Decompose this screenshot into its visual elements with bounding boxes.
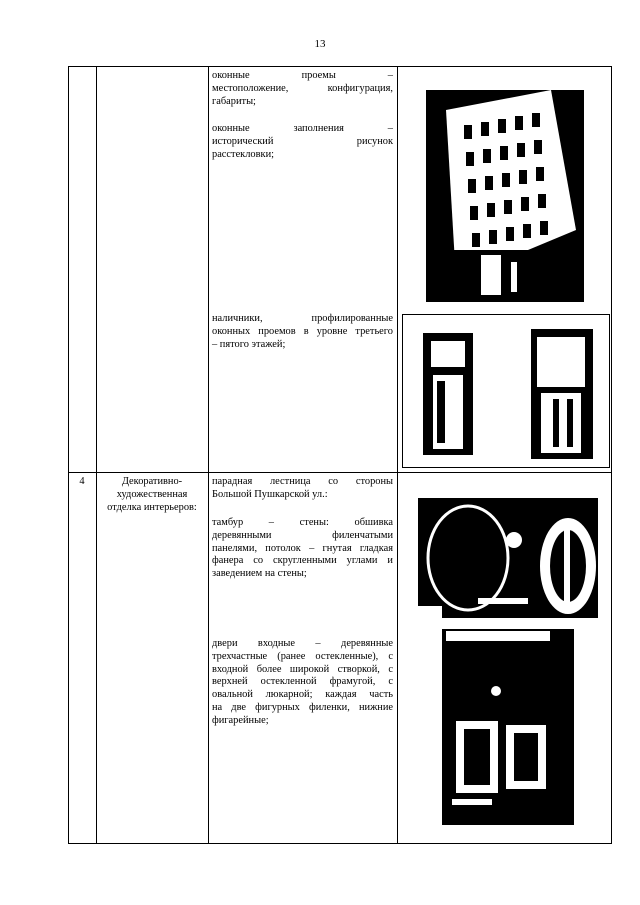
row4-item-entrance-doors: двери входные – деревянные трехчастные (ранее остекленные), с входной более широкой створкой, с верхней остекленной фрамугой, с овальной люкарной; каждая часть на две фигурных филенки, нижние фигарейные; (212, 638, 393, 726)
protected-features-table (68, 66, 612, 844)
window-casings-photo-image (403, 315, 609, 467)
row4-item-vestibule: тамбур – стены: обшивка деревянными филенчатыми панелями, потолок – гнутая гладкая фанера со скругленными углами и заведением на стены; (212, 517, 393, 580)
row-divider (68, 472, 612, 473)
table-border-left (68, 66, 69, 844)
column-divider (397, 66, 398, 844)
row4-number: 4 (79, 476, 85, 487)
entrance-doors-photo (442, 629, 574, 825)
facade-photo-image (426, 90, 584, 302)
row4-name: Декоративно- художественная отделка интерьеров: (107, 476, 197, 513)
table-border-bottom (68, 843, 612, 844)
entrance-doors-photo-image (442, 629, 574, 825)
window-casings-photo (402, 314, 610, 468)
table-border-top (68, 66, 612, 67)
column-divider (96, 66, 97, 844)
vestibule-photo (418, 498, 598, 618)
column-divider (208, 66, 209, 844)
row4-item-staircase: парадная лестница со стороны Большой Пушкарской ул.: (212, 476, 393, 500)
facade-photo (426, 90, 584, 302)
row3-item-window-fillings: оконные заполнения – исторический рисунок расстекловки; (212, 123, 393, 160)
page-number: 13 (314, 38, 326, 50)
table-border-right (611, 66, 612, 844)
row3-item-window-openings: оконные проемы – местоположение, конфигурация, габариты; (212, 70, 393, 107)
row3-item-window-casings: наличники, профилированные оконных проемов в уровне третьего – пятого этажей; (212, 313, 393, 350)
vestibule-photo-image (418, 498, 598, 618)
